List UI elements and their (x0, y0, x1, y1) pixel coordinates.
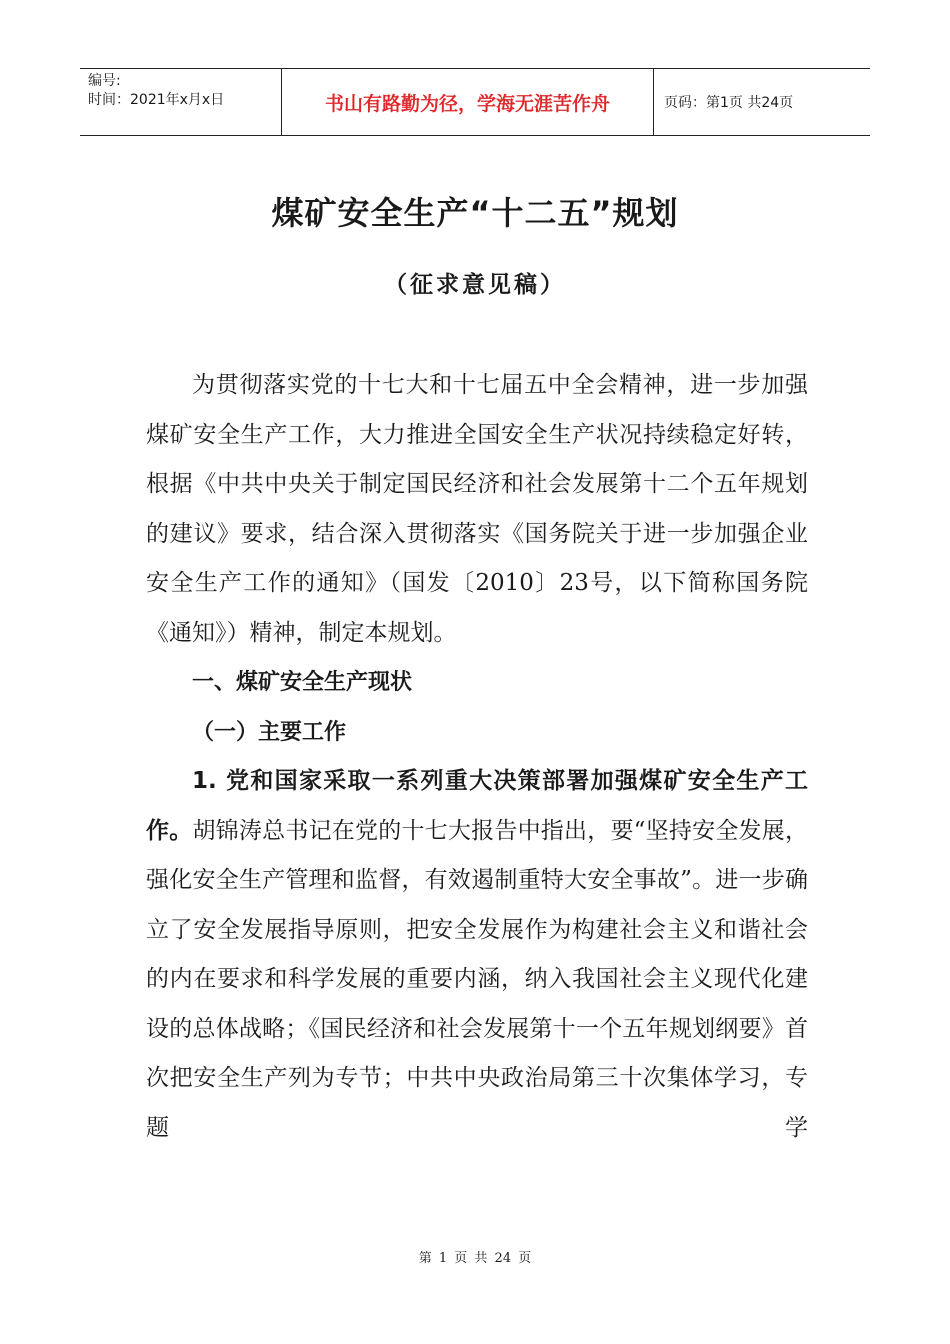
intro-paragraph: 为贯彻落实党的十七大和十七届五中全会精神，进一步加强煤矿安全生产工作，大力推进全国安全生产状况持续稳定好转，根据《中共中央关于制定国民经济和社会发展第十二个五年规划的建议》要求，结合深入贯彻落实《国务院关于进一步加强企业安全生产工作的通知》（国发〔2010〕23号，以下简称国务院《通知》）精神，制定本规划。 (146, 372, 808, 646)
header-page-label: 页码：第1页 共24页 (664, 95, 794, 111)
section-heading: 一、煤矿安全生产现状 (192, 670, 413, 695)
header-meta-cell (80, 69, 282, 135)
header-table (80, 68, 870, 136)
document-number-label: 编号: (88, 73, 121, 89)
document-date-label: 时间：2021年x月x日 (88, 92, 225, 108)
document-subtitle: （征求意见稿） (384, 272, 566, 298)
header-motto: 书山有路勤为径，学海无涯苦作舟 (282, 69, 654, 135)
subsection-heading: （一）主要工作 (192, 719, 347, 745)
document-body (146, 361, 808, 1153)
item-1-lead: 1. 党和国家采取一系列重大决策部署加强煤矿安全生产工作。 (146, 768, 808, 844)
item-1-text: 胡锦涛总书记在党的十七大报告中指出，要“坚持安全发展，强化安全生产管理和监督，有效遏制重特大安全事故”。进一步确立了安全发展指导原则，把安全发展作为构建社会主义和谐社会的内在要求和科学发展的重要内涵，纳入我国社会主义现代化建设的总体战略；《国民经济和社会发展第十一个五年规划纲要》首次把安全生产列为专节；中共中央政治局第三十次集体学习，专题学 (146, 817, 809, 1141)
item-1-paragraph (146, 757, 808, 1153)
page-footer: 第 1 页 共 24 页 (418, 1251, 532, 1266)
document-title: 煤矿安全生产“十二五”规划 (271, 194, 679, 232)
